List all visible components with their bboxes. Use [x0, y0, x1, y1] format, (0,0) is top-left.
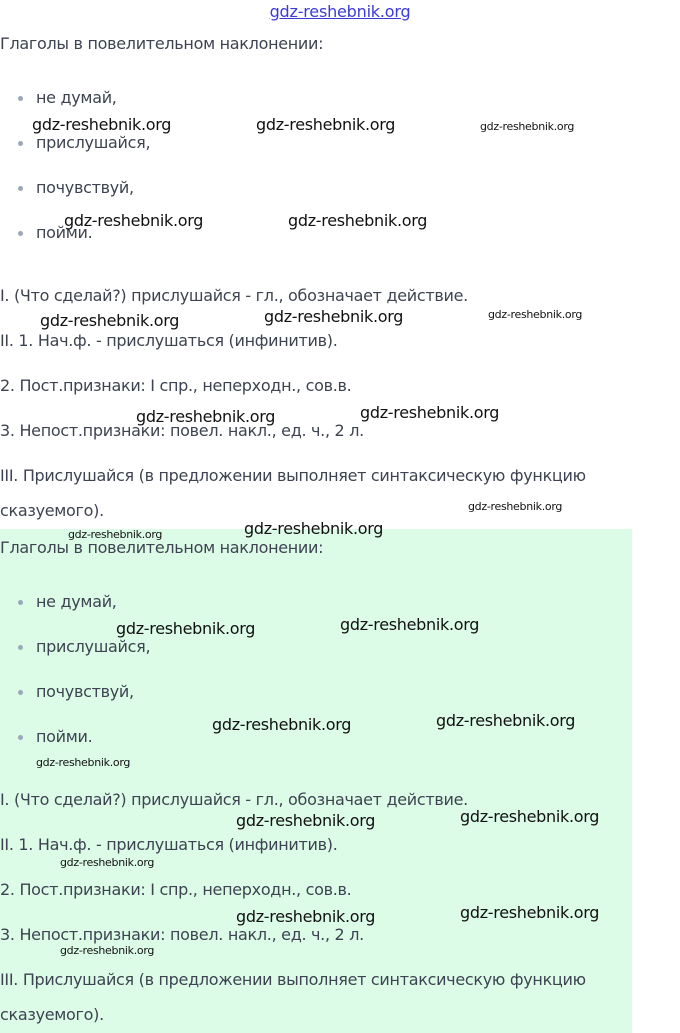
answer-block-highlighted: Глаголы в повелительном наклонении: не думай, прислушайся, почувствуй, пойми. I. (Что сделай?) прислушайся - гл., обозначает действие. II. 1. Нач.ф. - прислушаться (инфинитив). 2. Пост.признаки: I спр., неперходн., сов.в. 3. Непост.признаки: повел. накл., ед. ч., 2 л. III. Прислушайся (в предложении выполняет синтаксическую функцию сказуемого).: [0, 529, 632, 1033]
bullet-icon: [18, 735, 23, 740]
watermark: gdz-reshebnik.org: [288, 211, 428, 230]
watermark: gdz-reshebnik.org: [64, 211, 204, 230]
analysis-line: III. Прислушайся (в предложении выполняет синтаксическую функцию: [0, 970, 586, 989]
watermark: gdz-reshebnik.org: [256, 115, 396, 134]
watermark: gdz-reshebnik.org: [244, 519, 384, 538]
watermark: gdz-reshebnik.org: [236, 811, 376, 830]
watermark: gdz-reshebnik.org: [236, 907, 376, 926]
watermark: gdz-reshebnik.org: [60, 944, 155, 957]
analysis-line: III. Прислушайся (в предложении выполняет синтаксическую функцию: [0, 466, 586, 485]
watermark: gdz-reshebnik.org: [40, 311, 180, 330]
watermark: gdz-reshebnik.org: [116, 619, 256, 638]
analysis-line: I. (Что сделай?) прислушайся - гл., обозначает действие.: [0, 790, 468, 809]
bullet-icon: [18, 231, 23, 236]
watermark: gdz-reshebnik.org: [32, 115, 172, 134]
bullet-icon: [18, 690, 23, 695]
site-link[interactable]: gdz-reshebnik.org: [269, 2, 411, 21]
watermark: gdz-reshebnik.org: [36, 756, 131, 769]
watermark: gdz-reshebnik.org: [60, 856, 155, 869]
watermark: gdz-reshebnik.org: [212, 715, 352, 734]
bullet-icon: [18, 600, 23, 605]
watermark: gdz-reshebnik.org: [480, 120, 575, 133]
watermark: gdz-reshebnik.org: [264, 307, 404, 326]
heading: Глаголы в повелительном наклонении:: [0, 34, 324, 53]
bullet-icon: [18, 645, 23, 650]
analysis-line: II. 1. Нач.ф. - прислушаться (инфинитив).: [0, 331, 338, 350]
analysis-line: сказуемого).: [0, 1005, 104, 1024]
watermark: gdz-reshebnik.org: [468, 500, 563, 513]
bullet-icon: [18, 186, 23, 191]
analysis-line: 3. Непост.признаки: повел. накл., ед. ч., 2 л.: [0, 421, 364, 440]
bullet-icon: [18, 96, 23, 101]
watermark: gdz-reshebnik.org: [460, 903, 600, 922]
analysis-line: I. (Что сделай?) прислушайся - гл., обозначает действие.: [0, 286, 468, 305]
analysis-line: 2. Пост.признаки: I спр., неперходн., сов.в.: [0, 880, 352, 899]
bullet-icon: [18, 141, 23, 146]
watermark: gdz-reshebnik.org: [436, 711, 576, 730]
analysis-line: 2. Пост.признаки: I спр., неперходн., сов.в.: [0, 376, 352, 395]
watermark: gdz-reshebnik.org: [360, 403, 500, 422]
heading: Глаголы в повелительном наклонении:: [0, 538, 324, 557]
watermark: gdz-reshebnik.org: [340, 615, 480, 634]
watermark: gdz-reshebnik.org: [460, 807, 600, 826]
watermark: gdz-reshebnik.org: [136, 407, 276, 426]
watermark: gdz-reshebnik.org: [488, 308, 583, 321]
analysis-line: сказуемого).: [0, 501, 104, 520]
watermark: gdz-reshebnik.org: [68, 528, 163, 541]
analysis-line: 3. Непост.признаки: повел. накл., ед. ч., 2 л.: [0, 925, 364, 944]
analysis-line: II. 1. Нач.ф. - прислушаться (инфинитив).: [0, 835, 338, 854]
